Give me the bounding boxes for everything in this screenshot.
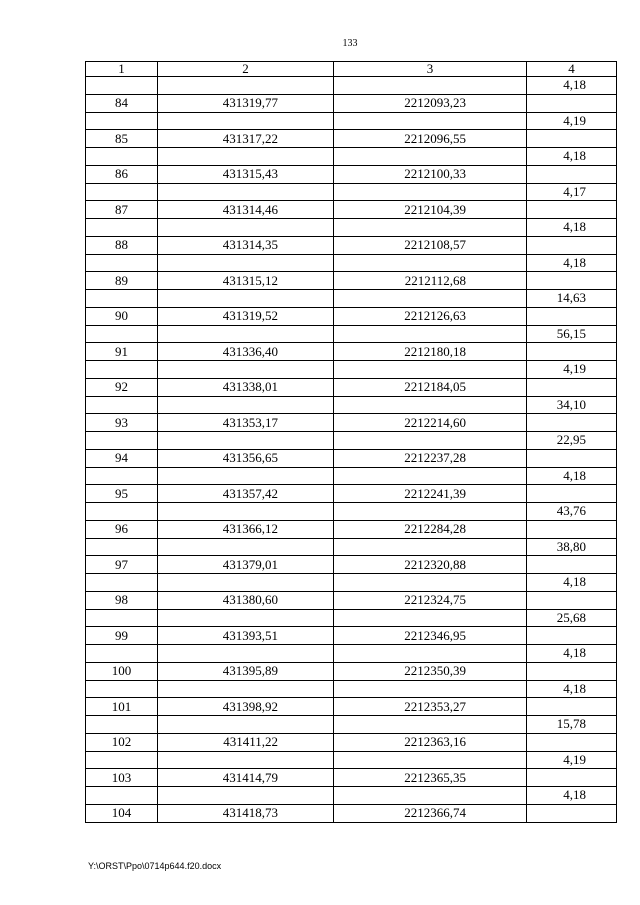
distance-cell [527, 733, 617, 751]
distance-cell [527, 485, 617, 503]
x-coordinate-cell [158, 503, 334, 521]
footer-file-path: Y:\ORST\Ppo\0714p644.f20.docx [88, 861, 222, 871]
table-row [86, 716, 617, 734]
y-coordinate-cell [334, 290, 527, 308]
distance-cell [527, 769, 617, 787]
distance-cell [527, 165, 617, 183]
x-coordinate-cell: 431418,73 [158, 804, 334, 822]
x-coordinate-cell: 431411,22 [158, 733, 334, 751]
distance-cell: 34,10 [527, 396, 617, 414]
x-coordinate-cell [158, 680, 334, 698]
y-coordinate-cell: 2212346,95 [334, 627, 527, 645]
y-coordinate-cell [334, 112, 527, 130]
y-coordinate-cell: 2212112,68 [334, 272, 527, 290]
point-number-cell [86, 538, 158, 556]
table-row [86, 804, 617, 822]
y-coordinate-cell: 2212365,35 [334, 769, 527, 787]
x-coordinate-cell [158, 219, 334, 237]
table-row [86, 503, 617, 521]
table-row [86, 538, 617, 556]
table-row [86, 219, 617, 237]
distance-cell [527, 591, 617, 609]
y-coordinate-cell [334, 183, 527, 201]
distance-cell: 4,18 [527, 645, 617, 663]
point-number-cell: 94 [86, 449, 158, 467]
table-row [86, 396, 617, 414]
y-coordinate-cell [334, 680, 527, 698]
y-coordinate-cell [334, 467, 527, 485]
distance-cell: 56,15 [527, 325, 617, 343]
table-row [86, 574, 617, 592]
column-header-1: 1 [86, 62, 158, 77]
x-coordinate-cell: 431398,92 [158, 698, 334, 716]
y-coordinate-cell: 2212096,55 [334, 130, 527, 148]
point-number-cell [86, 680, 158, 698]
table-row [86, 662, 617, 680]
x-coordinate-cell [158, 148, 334, 166]
distance-cell [527, 556, 617, 574]
distance-cell: 15,78 [527, 716, 617, 734]
x-coordinate-cell: 431317,22 [158, 130, 334, 148]
distance-cell: 4,19 [527, 361, 617, 379]
column-header-4: 4 [527, 62, 617, 77]
table-row [86, 378, 617, 396]
table-row [86, 201, 617, 219]
y-coordinate-cell [334, 396, 527, 414]
distance-cell: 38,80 [527, 538, 617, 556]
table-row [86, 769, 617, 787]
point-number-cell [86, 645, 158, 663]
table-row [86, 130, 617, 148]
point-number-cell: 102 [86, 733, 158, 751]
table-row [86, 77, 617, 95]
point-number-cell: 93 [86, 414, 158, 432]
point-number-cell: 91 [86, 343, 158, 361]
point-number-cell: 99 [86, 627, 158, 645]
point-number-cell: 104 [86, 804, 158, 822]
distance-cell [527, 201, 617, 219]
y-coordinate-cell [334, 609, 527, 627]
distance-cell [527, 414, 617, 432]
table-row [86, 485, 617, 503]
x-coordinate-cell [158, 467, 334, 485]
y-coordinate-cell [334, 77, 527, 95]
x-coordinate-cell [158, 396, 334, 414]
distance-cell: 22,95 [527, 432, 617, 450]
x-coordinate-cell: 431315,12 [158, 272, 334, 290]
table-row [86, 165, 617, 183]
x-coordinate-cell [158, 574, 334, 592]
table-row [86, 148, 617, 166]
point-number-cell: 86 [86, 165, 158, 183]
table-row [86, 698, 617, 716]
table-row [86, 343, 617, 361]
y-coordinate-cell: 2212241,39 [334, 485, 527, 503]
x-coordinate-cell: 431314,35 [158, 236, 334, 254]
y-coordinate-cell [334, 645, 527, 663]
y-coordinate-cell: 2212353,27 [334, 698, 527, 716]
x-coordinate-cell [158, 361, 334, 379]
distance-cell: 4,18 [527, 148, 617, 166]
point-number-cell [86, 751, 158, 769]
x-coordinate-cell: 431357,42 [158, 485, 334, 503]
table-row [86, 272, 617, 290]
x-coordinate-cell: 431356,65 [158, 449, 334, 467]
distance-cell: 4,19 [527, 751, 617, 769]
distance-cell: 4,18 [527, 574, 617, 592]
x-coordinate-cell [158, 183, 334, 201]
distance-cell [527, 627, 617, 645]
table-row [86, 361, 617, 379]
y-coordinate-cell: 2212093,23 [334, 94, 527, 112]
distance-cell: 4,18 [527, 254, 617, 272]
table-row [86, 627, 617, 645]
table-row [86, 236, 617, 254]
x-coordinate-cell: 431338,01 [158, 378, 334, 396]
y-coordinate-cell: 2212104,39 [334, 201, 527, 219]
y-coordinate-cell: 2212214,60 [334, 414, 527, 432]
point-number-cell: 101 [86, 698, 158, 716]
y-coordinate-cell [334, 325, 527, 343]
y-coordinate-cell: 2212366,74 [334, 804, 527, 822]
point-number-cell [86, 432, 158, 450]
x-coordinate-cell [158, 290, 334, 308]
x-coordinate-cell [158, 432, 334, 450]
distance-cell [527, 698, 617, 716]
point-number-cell [86, 77, 158, 95]
y-coordinate-cell: 2212324,75 [334, 591, 527, 609]
point-number-cell: 88 [86, 236, 158, 254]
x-coordinate-cell: 431393,51 [158, 627, 334, 645]
point-number-cell: 89 [86, 272, 158, 290]
distance-cell [527, 307, 617, 325]
point-number-cell [86, 325, 158, 343]
table-header-row [86, 62, 617, 77]
x-coordinate-cell [158, 645, 334, 663]
point-number-cell [86, 396, 158, 414]
y-coordinate-cell: 2212100,33 [334, 165, 527, 183]
x-coordinate-cell: 431319,77 [158, 94, 334, 112]
y-coordinate-cell [334, 751, 527, 769]
x-coordinate-cell [158, 716, 334, 734]
distance-cell [527, 130, 617, 148]
x-coordinate-cell: 431353,17 [158, 414, 334, 432]
distance-cell [527, 378, 617, 396]
y-coordinate-cell: 2212108,57 [334, 236, 527, 254]
point-number-cell [86, 787, 158, 805]
point-number-cell: 97 [86, 556, 158, 574]
distance-cell [527, 272, 617, 290]
distance-cell [527, 236, 617, 254]
point-number-cell: 98 [86, 591, 158, 609]
column-header-2: 2 [158, 62, 334, 77]
point-number-cell [86, 219, 158, 237]
table-row [86, 307, 617, 325]
point-number-cell: 96 [86, 520, 158, 538]
page-number: 133 [342, 38, 358, 49]
y-coordinate-cell [334, 361, 527, 379]
distance-cell: 4,18 [527, 77, 617, 95]
table-row [86, 467, 617, 485]
table-row [86, 94, 617, 112]
x-coordinate-cell: 431319,52 [158, 307, 334, 325]
point-number-cell: 92 [86, 378, 158, 396]
y-coordinate-cell: 2212363,16 [334, 733, 527, 751]
table-row [86, 556, 617, 574]
point-number-cell: 90 [86, 307, 158, 325]
point-number-cell: 87 [86, 201, 158, 219]
distance-cell: 4,18 [527, 787, 617, 805]
y-coordinate-cell: 2212180,18 [334, 343, 527, 361]
coordinates-table [85, 61, 617, 823]
point-number-cell [86, 574, 158, 592]
y-coordinate-cell [334, 787, 527, 805]
point-number-cell [86, 112, 158, 130]
table-row [86, 520, 617, 538]
x-coordinate-cell: 431314,46 [158, 201, 334, 219]
distance-cell [527, 449, 617, 467]
table-row [86, 112, 617, 130]
x-coordinate-cell [158, 787, 334, 805]
distance-cell: 4,18 [527, 467, 617, 485]
y-coordinate-cell [334, 574, 527, 592]
distance-cell [527, 343, 617, 361]
y-coordinate-cell [334, 503, 527, 521]
x-coordinate-cell: 431395,89 [158, 662, 334, 680]
x-coordinate-cell [158, 751, 334, 769]
point-number-cell [86, 609, 158, 627]
table-row [86, 591, 617, 609]
point-number-cell: 100 [86, 662, 158, 680]
y-coordinate-cell: 2212350,39 [334, 662, 527, 680]
table-row [86, 787, 617, 805]
table-row [86, 645, 617, 663]
y-coordinate-cell [334, 716, 527, 734]
x-coordinate-cell: 431315,43 [158, 165, 334, 183]
table-row [86, 414, 617, 432]
distance-cell: 14,63 [527, 290, 617, 308]
table-row [86, 432, 617, 450]
x-coordinate-cell [158, 538, 334, 556]
x-coordinate-cell: 431379,01 [158, 556, 334, 574]
table-row [86, 254, 617, 272]
distance-cell [527, 94, 617, 112]
x-coordinate-cell [158, 254, 334, 272]
distance-cell: 4,18 [527, 219, 617, 237]
point-number-cell [86, 503, 158, 521]
point-number-cell [86, 183, 158, 201]
x-coordinate-cell: 431380,60 [158, 591, 334, 609]
point-number-cell: 85 [86, 130, 158, 148]
y-coordinate-cell: 2212184,05 [334, 378, 527, 396]
x-coordinate-cell: 431414,79 [158, 769, 334, 787]
table-row [86, 609, 617, 627]
distance-cell [527, 520, 617, 538]
x-coordinate-cell [158, 325, 334, 343]
x-coordinate-cell: 431366,12 [158, 520, 334, 538]
y-coordinate-cell [334, 432, 527, 450]
distance-cell: 43,76 [527, 503, 617, 521]
y-coordinate-cell: 2212320,88 [334, 556, 527, 574]
y-coordinate-cell: 2212126,63 [334, 307, 527, 325]
point-number-cell [86, 716, 158, 734]
point-number-cell [86, 254, 158, 272]
point-number-cell [86, 467, 158, 485]
point-number-cell [86, 361, 158, 379]
distance-cell: 4,18 [527, 680, 617, 698]
x-coordinate-cell [158, 609, 334, 627]
table-row [86, 751, 617, 769]
x-coordinate-cell: 431336,40 [158, 343, 334, 361]
y-coordinate-cell [334, 148, 527, 166]
y-coordinate-cell: 2212284,28 [334, 520, 527, 538]
distance-cell: 4,17 [527, 183, 617, 201]
table-row [86, 733, 617, 751]
distance-cell [527, 804, 617, 822]
point-number-cell: 103 [86, 769, 158, 787]
point-number-cell [86, 148, 158, 166]
point-number-cell [86, 290, 158, 308]
y-coordinate-cell [334, 254, 527, 272]
table-row [86, 290, 617, 308]
x-coordinate-cell [158, 77, 334, 95]
y-coordinate-cell [334, 538, 527, 556]
x-coordinate-cell [158, 112, 334, 130]
point-number-cell: 84 [86, 94, 158, 112]
distance-cell [527, 662, 617, 680]
table-row [86, 680, 617, 698]
table-row [86, 449, 617, 467]
distance-cell: 4,19 [527, 112, 617, 130]
distance-cell: 25,68 [527, 609, 617, 627]
table-row [86, 325, 617, 343]
column-header-3: 3 [334, 62, 527, 77]
y-coordinate-cell [334, 219, 527, 237]
table-row [86, 183, 617, 201]
y-coordinate-cell: 2212237,28 [334, 449, 527, 467]
point-number-cell: 95 [86, 485, 158, 503]
